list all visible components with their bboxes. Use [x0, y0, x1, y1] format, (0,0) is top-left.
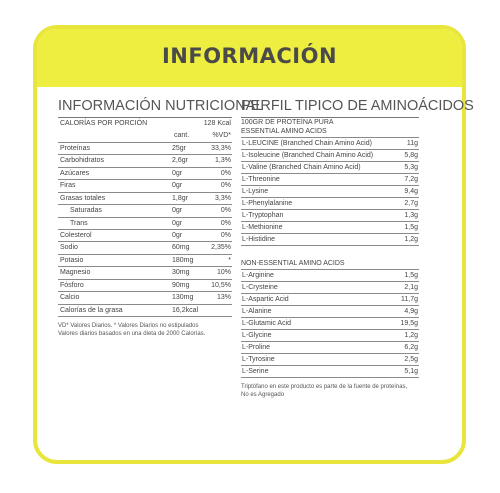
- nutrient-dv: 0%: [220, 182, 231, 190]
- nutrition-row: [58, 218, 232, 230]
- nutrient-amount: 180mg: [172, 256, 194, 264]
- amino-name: L-Serine: [242, 368, 269, 375]
- amino-row: [241, 162, 419, 174]
- amino-row: [241, 186, 419, 198]
- nutrient-dv: 33,3%: [211, 144, 231, 152]
- amino-row: [241, 294, 419, 306]
- amino-value: 1,5g: [404, 224, 418, 231]
- amino-row: [241, 354, 419, 366]
- nutrient-dv: 0%: [220, 169, 231, 177]
- nutrient-dv: 3,3%: [215, 194, 231, 202]
- amino-name: L-Threonine: [242, 176, 280, 183]
- amino-row: [241, 138, 419, 150]
- serving-label: CALORÍAS POR PORCIÓN: [60, 120, 148, 127]
- nutrition-row: [58, 280, 232, 292]
- nutrient-dv: 0%: [220, 231, 231, 239]
- amino-name: L-Glycine: [242, 332, 272, 339]
- nutrient-dv: 10,5%: [211, 281, 231, 289]
- amino-name: L-Proline: [242, 344, 271, 351]
- amino-name: L-Phenylalanine: [242, 200, 293, 207]
- amino-row: [241, 222, 419, 234]
- amino-name: L-Arginine: [242, 272, 274, 279]
- nutrient-dv: *: [228, 256, 231, 264]
- essential-label: ESSENTIAL AMINO ACIDS: [241, 127, 419, 138]
- nutrient-amount: 30mg: [172, 269, 190, 277]
- nutrient-name: Trans: [70, 219, 88, 227]
- amino-footnote: Triptófano en este producto es parte de la fuente de proteínas, No es Agregado: [241, 384, 408, 398]
- nutrient-name: Colesterol: [60, 231, 92, 239]
- nutrition-column-header: [58, 130, 232, 142]
- nutrient-amount: 60mg: [172, 244, 190, 252]
- amino-value: 11g: [406, 140, 418, 147]
- amino-row: [241, 282, 419, 294]
- amino-value: 6,2g: [404, 344, 418, 351]
- amino-name: L-Methionine: [242, 224, 283, 231]
- nutrient-amount: 1,8gr: [172, 194, 188, 202]
- amino-row: [241, 198, 419, 210]
- nutrient-name: Fósforo: [60, 281, 84, 289]
- nutrition-row: [58, 242, 232, 254]
- amino-name: L-Tryptophan: [242, 212, 284, 219]
- nutrient-dv: 10%: [216, 269, 231, 277]
- nutrient-name: Saturadas: [70, 207, 102, 215]
- amino-value: 5,1g: [404, 368, 418, 375]
- nutrient-amount: 16,2kcal: [172, 306, 199, 314]
- amino-row: [241, 318, 419, 330]
- amino-row: [241, 306, 419, 318]
- nutrient-name: Potasio: [60, 256, 84, 264]
- amount-header: cant.: [174, 132, 190, 140]
- amino-row: [241, 234, 419, 246]
- nutrient-amount: 2,6gr: [172, 157, 188, 165]
- amino-row: [241, 270, 419, 282]
- essential-table: [241, 138, 419, 246]
- nutrition-row: [58, 193, 232, 205]
- nutrition-footnote: VD* Valores Diarios. * Valores Diarios no estipulados Valores diarios basados en una dieta de 2000 Calorías.: [58, 323, 206, 337]
- amino-name: L-LEUCINE (Branched Chain Amino Acid): [242, 140, 372, 147]
- nutrient-name: Azúcares: [60, 169, 90, 177]
- amino-value: 5,8g: [404, 152, 418, 159]
- amino-value: 5,3g: [404, 164, 418, 171]
- amino-row: [241, 174, 419, 186]
- amino-value: 1,5g: [404, 272, 418, 279]
- nutrient-dv: 13%: [216, 294, 231, 302]
- nutrition-row: [58, 205, 232, 217]
- nonessential-label: NON-ESSENTIAL AMINO ACIDS: [241, 259, 419, 270]
- nutrient-name: Sodio: [60, 244, 78, 252]
- nutrition-table: [58, 143, 232, 317]
- nutrition-row: [58, 267, 232, 279]
- serving-row: [58, 118, 232, 130]
- amino-value: 7,2g: [404, 176, 418, 183]
- amino-value: 19,5g: [400, 320, 418, 327]
- amino-value: 1,3g: [404, 212, 418, 219]
- nutrition-row: [58, 255, 232, 267]
- nutrition-row: [58, 143, 232, 155]
- amino-value: 11,7g: [401, 296, 418, 303]
- amino-value: 1,2g: [404, 236, 418, 243]
- nutrient-amount: 130mg: [172, 294, 194, 302]
- amino-name: L-Tyrosine: [242, 356, 275, 363]
- amino-name: L-Aspartic Acid: [242, 296, 289, 303]
- nutrient-amount: 25gr: [172, 144, 187, 152]
- amino-row: [241, 342, 419, 354]
- amino-name: L-Alanine: [242, 308, 272, 315]
- nonessential-table: [241, 270, 419, 378]
- nutrient-name: Proteínas: [60, 144, 90, 152]
- nutrition-heading: INFORMACIÓN NUTRICIONAL: [58, 98, 264, 114]
- nutrient-amount: 0gr: [172, 169, 183, 177]
- nutrient-amount: 0gr: [172, 231, 183, 239]
- nutrient-amount: 0gr: [172, 207, 183, 215]
- nutrient-name: Calorías de la grasa: [60, 306, 123, 314]
- amino-name: L-Valine (Branched Chain Amino Acid): [242, 164, 361, 171]
- amino-value: 2,7g: [404, 200, 418, 207]
- amino-row: [241, 330, 419, 342]
- nutrition-row: [58, 305, 232, 317]
- amino-name: L-Isoleucine (Branched Chain Amino Acid): [242, 152, 374, 159]
- nutrient-dv: 2,35%: [211, 244, 231, 252]
- nutrient-name: Magnesio: [60, 269, 91, 277]
- nutrition-row: [58, 168, 232, 180]
- nutrient-dv: 0%: [220, 219, 231, 227]
- amino-name: L-Histidine: [242, 236, 276, 243]
- nutrient-name: Firas: [60, 182, 76, 190]
- nutrient-dv: 1,3%: [215, 157, 231, 165]
- serving-value: 128 Kcal: [203, 120, 231, 127]
- nutrition-row: [58, 230, 232, 242]
- amino-name: L-Lysine: [242, 188, 269, 195]
- nutrition-row: [58, 155, 232, 167]
- amino-heading: PERFIL TIPICO DE AMINOÁCIDOS: [241, 98, 474, 114]
- nutrient-amount: 90mg: [172, 281, 190, 289]
- nutrition-row: [58, 180, 232, 192]
- nutrient-name: Grasas totales: [60, 194, 106, 202]
- amino-value: 4,9g: [404, 308, 418, 315]
- nutrient-amount: 0gr: [172, 182, 183, 190]
- amino-value: 9,4g: [404, 188, 418, 195]
- page-title: INFORMACIÓN: [161, 44, 338, 68]
- amino-name: L-Glutamic Acid: [242, 320, 292, 327]
- nutrient-dv: 0%: [220, 207, 231, 215]
- amino-basis: 100GR DE PROTEÍNA PURA: [241, 119, 334, 126]
- nutrient-name: Calcio: [60, 294, 80, 302]
- amino-row: [241, 210, 419, 222]
- amino-value: 2,5g: [404, 356, 418, 363]
- nutrient-amount: 0gr: [172, 219, 183, 227]
- amino-row: [241, 150, 419, 162]
- dv-header: %VD*: [212, 132, 231, 140]
- amino-value: 2,1g: [404, 284, 418, 291]
- amino-row: [241, 366, 419, 378]
- nutrient-name: Carbohidratos: [60, 157, 104, 165]
- nutrition-row: [58, 292, 232, 304]
- amino-name: L-Crysteine: [242, 284, 278, 291]
- amino-value: 1,2g: [404, 332, 418, 339]
- amino-panel: [241, 98, 474, 399]
